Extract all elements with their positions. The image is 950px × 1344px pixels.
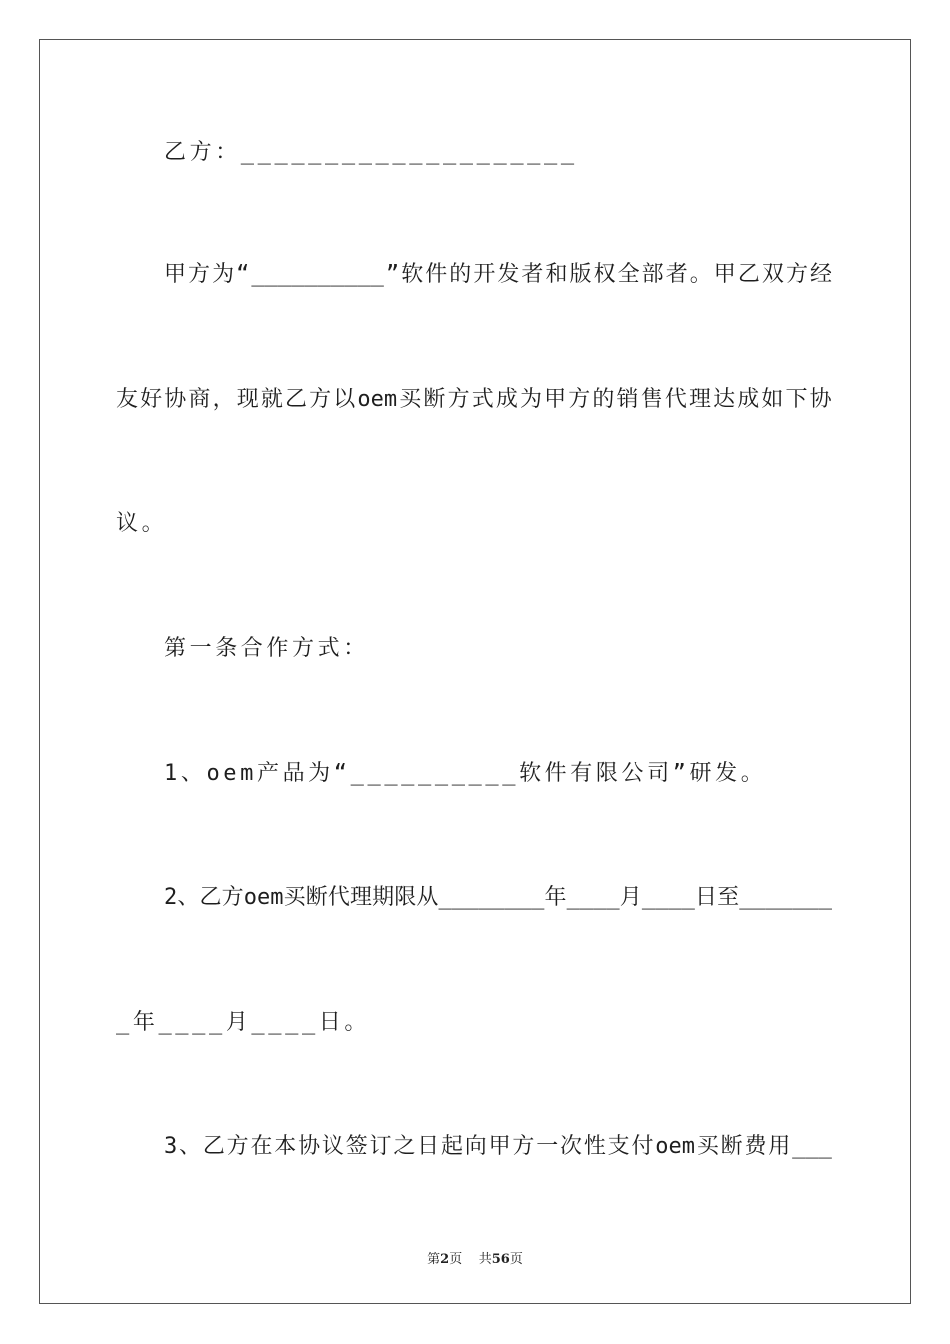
text-run: 用 bbox=[768, 1134, 791, 1159]
text-run: 甲 bbox=[713, 262, 736, 287]
text-run: 月 bbox=[619, 885, 642, 910]
footer-current-page: 2 bbox=[440, 1252, 450, 1267]
text-run: 议 bbox=[321, 1134, 344, 1159]
text-run: 成 bbox=[495, 387, 518, 412]
text-run: 乙 bbox=[199, 885, 222, 910]
text-run: “ bbox=[236, 262, 250, 287]
text-run: 买 bbox=[696, 1134, 719, 1159]
text-run: 发 bbox=[497, 262, 520, 287]
text-run: 、 bbox=[179, 1134, 202, 1159]
paragraph-intro-line-2 bbox=[116, 386, 832, 414]
text-run: 达 bbox=[713, 387, 736, 412]
text-run: 年 bbox=[544, 885, 567, 910]
text-run: 日 bbox=[417, 1134, 440, 1159]
text-run: 件 bbox=[425, 262, 448, 287]
text-run: 理 bbox=[688, 387, 711, 412]
text-run: 断 bbox=[423, 387, 446, 412]
footer-middle: 页 共 bbox=[449, 1252, 492, 1267]
text-run: oem bbox=[655, 1134, 696, 1159]
paragraph-intro-line-3: 议。 bbox=[116, 511, 168, 536]
text-run: 起 bbox=[440, 1134, 463, 1159]
text-run: 断 bbox=[305, 885, 328, 910]
text-run: 方 bbox=[447, 387, 470, 412]
text-run: 乙 bbox=[284, 387, 307, 412]
text-run: 的 bbox=[449, 262, 472, 287]
text-run: ________ bbox=[438, 885, 545, 910]
text-run: 以 bbox=[333, 387, 356, 412]
text-run: 经 bbox=[809, 262, 832, 287]
text-run: 、 bbox=[177, 885, 200, 910]
text-run: 为 bbox=[519, 387, 542, 412]
text-run: 日 bbox=[694, 885, 717, 910]
text-run: 限 bbox=[394, 885, 417, 910]
party-b-line: 乙方：____________________ bbox=[164, 140, 578, 165]
text-run: ， bbox=[212, 387, 235, 412]
text-run: 期 bbox=[372, 885, 395, 910]
text-run: 者 bbox=[521, 262, 544, 287]
text-run: __________ bbox=[251, 262, 384, 287]
text-run: 乙 bbox=[737, 262, 760, 287]
text-run: 断 bbox=[720, 1134, 743, 1159]
page-border bbox=[39, 39, 911, 1304]
text-run: 现 bbox=[236, 387, 259, 412]
footer-prefix: 第 bbox=[427, 1252, 441, 1267]
text-run: 协 bbox=[164, 387, 187, 412]
text-run: 次 bbox=[560, 1134, 583, 1159]
footer-suffix: 页 bbox=[509, 1252, 523, 1267]
text-run: 。 bbox=[689, 262, 712, 287]
text-run: oem bbox=[243, 885, 284, 910]
text-run: 向 bbox=[464, 1134, 487, 1159]
text-run: 甲 bbox=[488, 1134, 511, 1159]
text-run: ____ bbox=[641, 885, 695, 910]
text-run: 式 bbox=[471, 387, 494, 412]
text-run: ____ bbox=[566, 885, 620, 910]
text-run: 至 bbox=[717, 885, 740, 910]
text-run: 方 bbox=[512, 1134, 535, 1159]
text-run: 买 bbox=[283, 885, 306, 910]
text-run: 性 bbox=[583, 1134, 606, 1159]
text-run: 友 bbox=[116, 387, 139, 412]
text-run: 3 bbox=[164, 1134, 178, 1159]
text-run: 销 bbox=[616, 387, 639, 412]
text-run: 付 bbox=[631, 1134, 654, 1159]
text-run: 协 bbox=[809, 387, 832, 412]
text-run: 好 bbox=[140, 387, 163, 412]
paragraph-intro-line-1 bbox=[164, 261, 832, 289]
text-run: 者 bbox=[665, 262, 688, 287]
text-run: 的 bbox=[592, 387, 615, 412]
text-run: 方 bbox=[568, 387, 591, 412]
text-run: 方 bbox=[188, 262, 211, 287]
text-run: 费 bbox=[744, 1134, 767, 1159]
text-run: 软 bbox=[401, 262, 424, 287]
text-run: 本 bbox=[274, 1134, 297, 1159]
text-run: 部 bbox=[641, 262, 664, 287]
text-run: 甲 bbox=[544, 387, 567, 412]
text-run: 成 bbox=[737, 387, 760, 412]
section-heading-cooperation: 第一条合作方式： bbox=[164, 636, 369, 661]
clause-3-line-1 bbox=[164, 1133, 832, 1161]
text-run: 从 bbox=[416, 885, 439, 910]
text-run: 理 bbox=[349, 885, 372, 910]
text-run: 方 bbox=[221, 885, 244, 910]
text-run: 签 bbox=[345, 1134, 368, 1159]
text-run: 代 bbox=[327, 885, 350, 910]
text-run: 一 bbox=[536, 1134, 559, 1159]
text-run: 甲 bbox=[164, 262, 187, 287]
text-run: 版 bbox=[569, 262, 592, 287]
text-run: ” bbox=[385, 262, 400, 287]
text-run: 之 bbox=[393, 1134, 416, 1159]
text-run: 为 bbox=[212, 262, 235, 287]
footer-total-pages: 56 bbox=[491, 1252, 510, 1267]
text-run: 在 bbox=[250, 1134, 273, 1159]
text-run: 权 bbox=[593, 262, 616, 287]
text-run: 就 bbox=[260, 387, 283, 412]
text-run: 方 bbox=[309, 387, 332, 412]
text-run: 商 bbox=[188, 387, 211, 412]
text-run: 方 bbox=[226, 1134, 249, 1159]
text-run: 售 bbox=[640, 387, 663, 412]
text-run: 下 bbox=[785, 387, 808, 412]
text-run: 协 bbox=[298, 1134, 321, 1159]
clause-2-line-1 bbox=[164, 884, 832, 912]
text-run: 支 bbox=[607, 1134, 630, 1159]
text-run: _______ bbox=[739, 885, 832, 910]
page-number-footer bbox=[0, 1248, 950, 1267]
text-run: 乙 bbox=[202, 1134, 225, 1159]
text-run: 方 bbox=[785, 262, 808, 287]
text-run: 双 bbox=[761, 262, 784, 287]
text-run: 开 bbox=[473, 262, 496, 287]
text-run: 如 bbox=[761, 387, 784, 412]
text-run: 代 bbox=[664, 387, 687, 412]
text-run: 订 bbox=[369, 1134, 392, 1159]
text-run: 和 bbox=[545, 262, 568, 287]
clause-1: 1、oem产品为“__________软件有限公司”研发。 bbox=[164, 761, 767, 786]
clause-2-line-2: _年____月____日。 bbox=[116, 1010, 371, 1035]
text-run: 2 bbox=[164, 885, 178, 910]
text-run: 全 bbox=[617, 262, 640, 287]
text-run: 买 bbox=[399, 387, 422, 412]
text-run: ___ bbox=[792, 1134, 832, 1159]
text-run: oem bbox=[357, 387, 398, 412]
